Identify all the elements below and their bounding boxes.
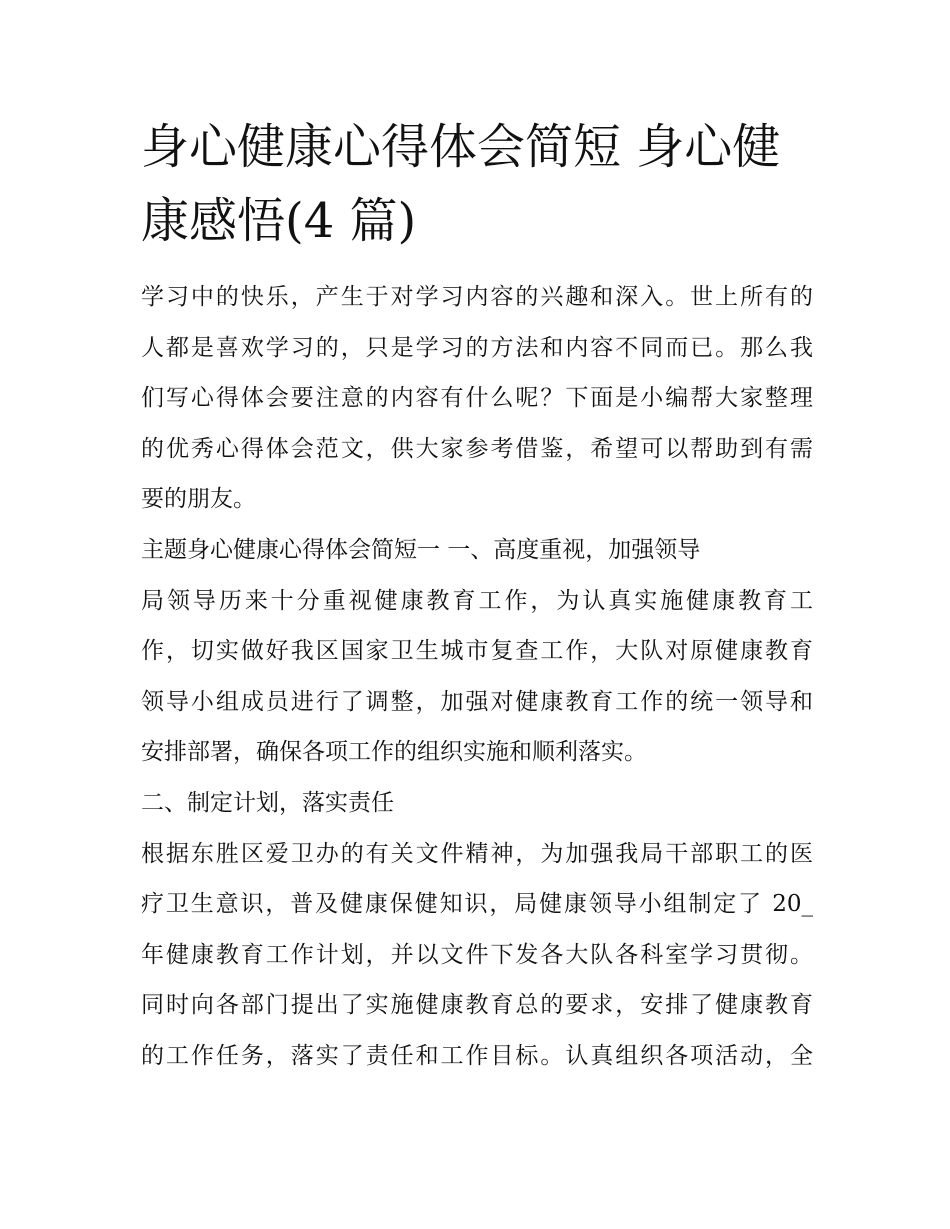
text-line: 二、制定计划，落实责任 [141, 789, 394, 816]
text-line: 作，切实做好我区国家卫生城市复查工作，大队对原健康教育 [141, 638, 813, 665]
text-line: 安排部署，确保各项工作的组织实施和顺利落实。 [141, 739, 647, 766]
text-line: 领导小组成员进行了调整，加强对健康教育工作的统一领导和 [141, 688, 813, 715]
text-line: 们写心得体会要注意的内容有什么呢？下面是小编帮大家整理 [141, 385, 813, 412]
text-line: 的工作任务，落实了责任和工作目标。认真组织各项活动，全 [141, 1042, 813, 1069]
title-line: 身心健康心得体会简短 身心健 [141, 119, 781, 175]
text-line: 人都是喜欢学习的，只是学习的方法和内容不同而已。那么我 [141, 334, 813, 361]
text-line: 的优秀心得体会范文，供大家参考借鉴，希望可以帮助到有需 [141, 435, 813, 462]
text-line: 主题身心健康心得体会简短一 一、高度重视，加强领导 [141, 536, 701, 563]
paragraph-leadership [141, 576, 813, 778]
section-heading-two [141, 778, 813, 829]
title-line: 康感悟(4 篇) [141, 193, 417, 249]
text-line: 学习中的快乐，产生于对学习内容的兴趣和深入。世上所有的 [141, 284, 813, 310]
paragraph-intro [141, 272, 813, 525]
text-line: 根据东胜区爱卫办的有关文件精神，为加强我局干部职工的医 [141, 840, 813, 867]
text-line: 同时向各部门提出了实施健康教育总的要求，安排了健康教育 [141, 992, 813, 1019]
text-line: 年健康教育工作计划，并以文件下发各大队各科室学习贯彻。 [141, 941, 813, 968]
document-body [141, 272, 813, 1082]
document-content [141, 110, 813, 1082]
text-line: 要的朋友。 [141, 486, 256, 513]
paragraph-plan [141, 829, 813, 1082]
text-line: 疗卫生意识，普及健康保健知识，局健康领导小组制定了 20_ [141, 891, 813, 918]
document-title [141, 110, 813, 258]
section-heading-one [141, 525, 813, 576]
text-line: 局领导历来十分重视健康教育工作，为认真实施健康教育工 [141, 587, 813, 614]
